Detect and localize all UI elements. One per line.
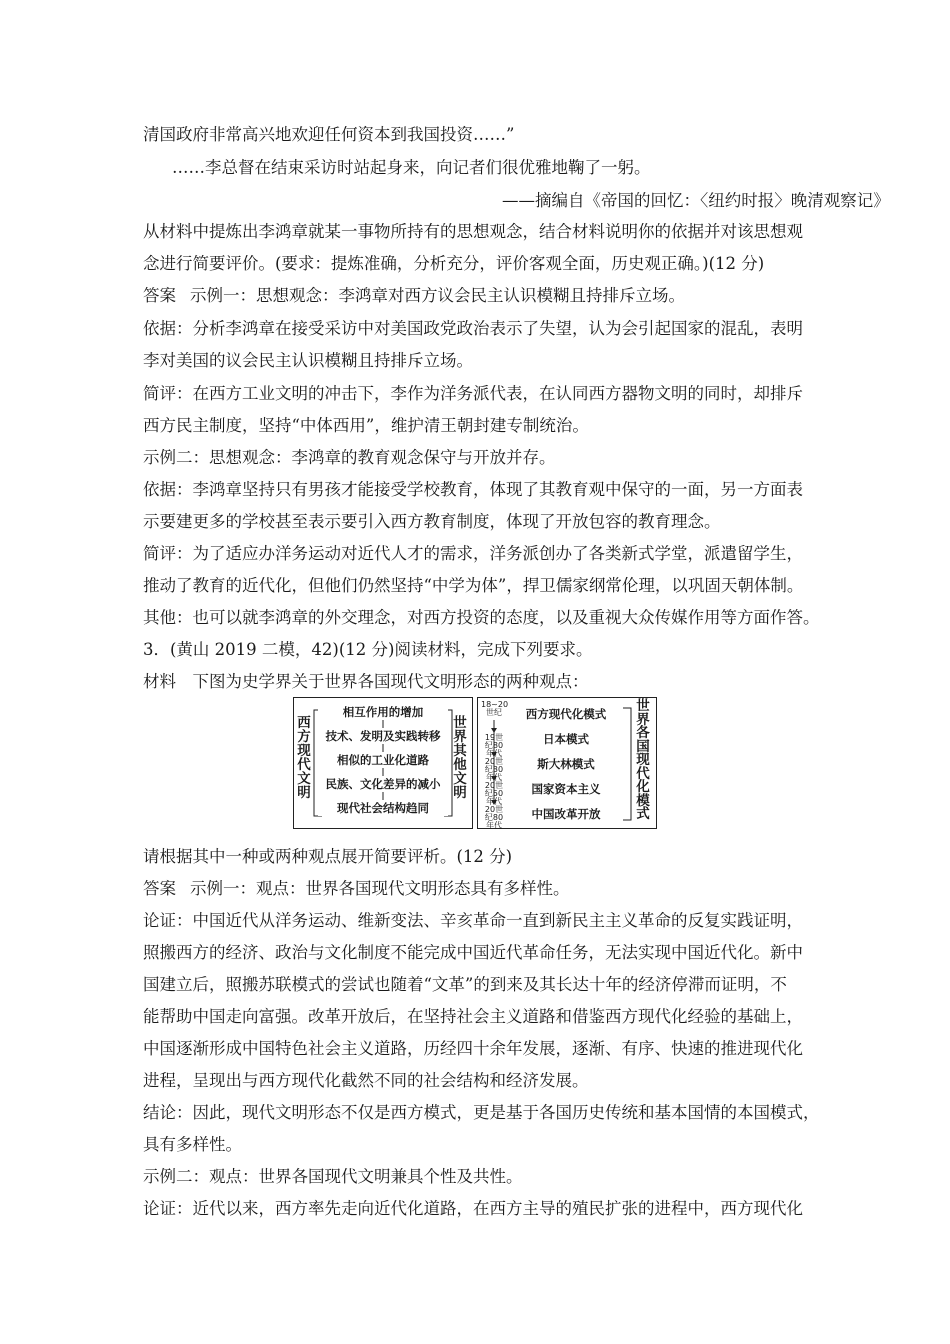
text-line: 具有多样性。 bbox=[143, 1135, 242, 1154]
question-text: 念进行简要评价。(要求：提炼准确，分析充分，评价客观全面，历史观正确。)(12 分) bbox=[143, 254, 765, 273]
text-line: 推动了教育的近代化，但他们仍然坚持“中学为体”，捍卫儒家纲常伦理，以巩固天朝体制。 bbox=[143, 576, 804, 595]
model-item: 日本模式 bbox=[543, 732, 589, 746]
era-label: 19世纪80年代 bbox=[484, 733, 504, 758]
era-label: 20世纪30年代 bbox=[484, 757, 504, 782]
western-civ-label: 西 方 现 代 文 明 bbox=[297, 715, 311, 801]
text-line: 中国逐渐形成中国特色社会主义道路，历经四十余年发展，逐渐、有序、快速的推进现代化 bbox=[143, 1039, 803, 1058]
answer-line bbox=[143, 285, 685, 307]
text-line: 照搬西方的经济、政治与文化制度不能完成中国近代革命任务，无法实现中国近代化。新中 bbox=[143, 943, 803, 962]
text-line: 示例二：观点：世界各国现代文明兼具个性及共性。 bbox=[143, 1167, 523, 1186]
text-line: 其他：也可以就李鸿章的外交理念，对西方投资的态度，以及重视大众传媒作用等方面作答。 bbox=[143, 608, 820, 627]
text-line: ……李总督在结束采访时站起身来，向记者们很优雅地鞠了一躬。 bbox=[172, 158, 651, 177]
era-label: 20世纪80年代 bbox=[484, 805, 504, 830]
question-text: 请根据其中一种或两种观点展开简要评析。(12 分) bbox=[143, 847, 513, 866]
text-line: 示例二：思想观念：李鸿章的教育观念保守与开放并存。 bbox=[143, 448, 556, 467]
world-models-label: 世 界 各 国 现 代 化 模 式 bbox=[636, 698, 650, 822]
era-label: 20世纪50年代 bbox=[484, 781, 504, 806]
text-line: 西方民主制度，坚持“中体西用”，维护清王朝封建专制统治。 bbox=[143, 416, 589, 435]
figure-item: 相互作用的增加 bbox=[318, 704, 448, 720]
text-line: 简评：在西方工业文明的冲击下，李作为洋务派代表，在认同西方器物文明的同时，却排斥 bbox=[143, 384, 803, 403]
answer-line bbox=[143, 878, 570, 900]
source-citation: ——摘编自《帝国的回忆：〈纽约时报〉晚清观察记》 bbox=[502, 191, 890, 210]
answer-text: 示例一：思想观念：李鸿章对西方议会民主认识模糊且持排斥立场。 bbox=[190, 286, 685, 305]
era-label: 18~20世纪 bbox=[481, 700, 509, 717]
viewpoints-figure bbox=[293, 697, 657, 829]
figure-item: 技术、发明及实践转移 bbox=[318, 728, 448, 744]
text-line: 论证：中国近代从洋务运动、维新变法、辛亥革命一直到新民主主义革命的反复实践证明， bbox=[143, 911, 803, 930]
model-item: 斯大林模式 bbox=[537, 757, 595, 771]
text-line: 结论：因此，现代文明形态不仅是西方模式，更是基于各国历史传统和基本国情的本国模式， bbox=[143, 1103, 820, 1122]
figure-item: 现代社会结构趋同 bbox=[318, 800, 448, 816]
material-intro: 材料 下图为史学界关于世界各国现代文明形态的两种观点： bbox=[143, 672, 589, 691]
text-line: 依据：李鸿章坚持只有男孩才能接受学校教育，体现了其教育观中保守的一面，另一方面表 bbox=[143, 480, 803, 499]
left-viewpoint-box bbox=[293, 697, 473, 829]
text-line: 简评：为了适应办洋务运动对近代人才的需求，洋务派创办了各类新式学堂，派遣留学生， bbox=[143, 544, 803, 563]
text-line: 清国政府非常高兴地欢迎任何资本到我国投资……” bbox=[143, 125, 515, 144]
text-line: 国建立后，照搬苏联模式的尝试也随着“文革”的到来及其长达十年的经济停滞而证明，不 bbox=[143, 975, 787, 994]
question-heading: 3．(黄山 2019 二模，42)(12 分)阅读材料，完成下列要求。 bbox=[143, 640, 593, 659]
model-item: 西方现代化模式 bbox=[525, 707, 607, 721]
other-civ-label: 世 界 其 他 文 明 bbox=[453, 715, 467, 801]
figure-item: 民族、文化差异的减小 bbox=[318, 776, 448, 792]
model-item: 国家资本主义 bbox=[531, 782, 601, 796]
text-line: 李对美国的议会民主认识模糊且持排斥立场。 bbox=[143, 351, 473, 370]
figure-item: 相似的工业化道路 bbox=[318, 752, 448, 768]
answer-label: 答案 bbox=[143, 286, 176, 305]
right-viewpoint-box bbox=[477, 697, 657, 829]
answer-label: 答案 bbox=[143, 879, 176, 898]
text-line: 进程，呈现出与西方现代化截然不同的社会结构和经济发展。 bbox=[143, 1071, 589, 1090]
text-line: 依据：分析李鸿章在接受采访中对美国政党政治表示了失望，认为会引起国家的混乱，表明 bbox=[143, 319, 803, 338]
answer-text: 示例一：观点：世界各国现代文明形态具有多样性。 bbox=[190, 879, 570, 898]
text-line: 论证：近代以来，西方率先走向近代化道路，在西方主导的殖民扩张的进程中，西方现代化 bbox=[143, 1199, 803, 1218]
model-item: 中国改革开放 bbox=[531, 807, 601, 821]
text-line: 能帮助中国走向富强。改革开放后，在坚持社会主义道路和借鉴西方现代化经验的基础上， bbox=[143, 1007, 803, 1026]
question-text: 从材料中提炼出李鸿章就某一事物所持有的思想观念，结合材料说明你的依据并对该思想观 bbox=[143, 222, 803, 241]
text-line: 示要建更多的学校甚至表示要引入西方教育制度，体现了开放包容的教育理念。 bbox=[143, 512, 721, 531]
